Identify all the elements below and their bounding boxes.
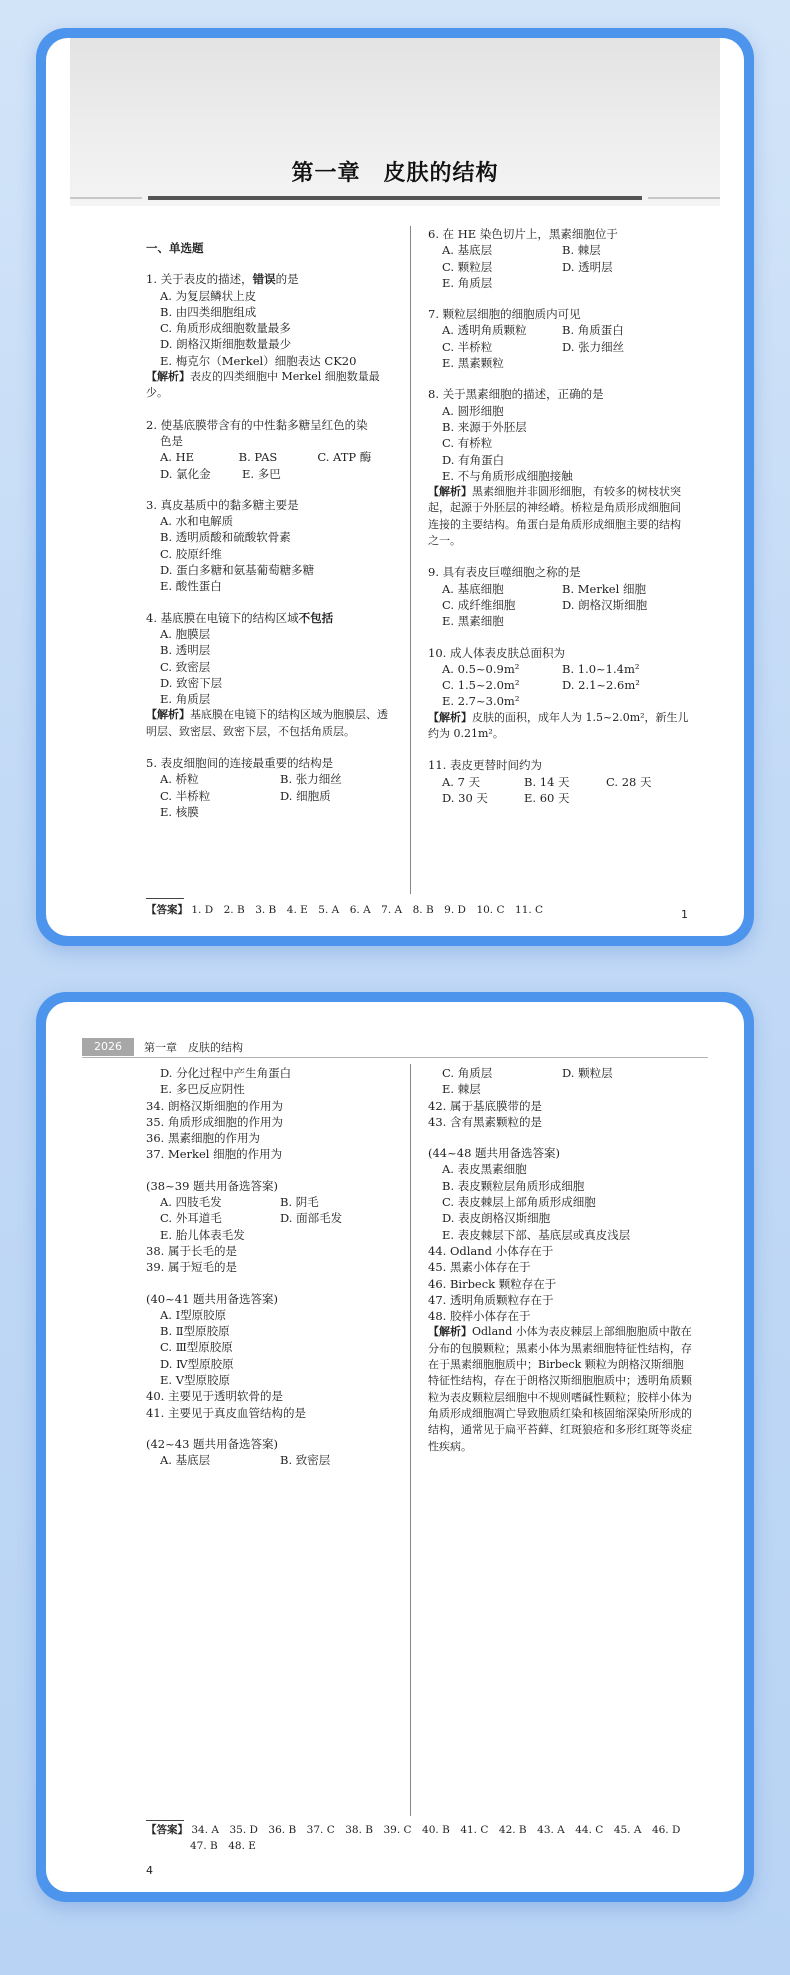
option: C. ATP 酶: [317, 450, 372, 465]
option: B. 角质蛋白: [562, 323, 624, 338]
question-stem: 43. 含有黑素颗粒的是: [428, 1114, 542, 1129]
option: D. 有角蛋白: [442, 452, 505, 467]
answers-rule: [146, 1820, 184, 1821]
q4-emphasis: 不包括: [298, 610, 334, 625]
option-row: [428, 242, 690, 258]
option: D. 朗格汉斯细胞数量最少: [160, 337, 292, 352]
option: E. 多巴: [242, 466, 281, 481]
option: D. 细胞质: [280, 788, 331, 803]
option: D. 30 天: [442, 790, 488, 805]
option: D. 致密下层: [160, 675, 223, 690]
year-badge: 2026: [82, 1038, 134, 1056]
answers-tag: 【答案】: [146, 1824, 188, 1836]
option-row: [146, 1194, 398, 1210]
page-paper-2: [46, 1002, 744, 1892]
option: D. 表皮朗格汉斯细胞: [442, 1211, 551, 1226]
option: A. 桥粒: [160, 772, 199, 787]
option-row: [146, 449, 396, 465]
question-stem: 41. 主要见于真皮血管结构的是: [146, 1405, 306, 1420]
option: D. 透明层: [562, 259, 613, 274]
title-rule: [148, 196, 642, 200]
option-row: [428, 774, 690, 790]
answers-rule: [146, 898, 184, 899]
option: D. 朗格汉斯细胞: [562, 597, 648, 612]
option: A. 基底细胞: [442, 581, 504, 596]
question-stem: 7. 颗粒层细胞的细胞质内可见: [428, 307, 581, 322]
question-stem: [146, 271, 396, 287]
question-stem: 47. 透明角质颗粒存在于: [428, 1292, 554, 1307]
option: A. 基底层: [160, 1453, 211, 1468]
option: A. 为复层鳞状上皮: [160, 288, 257, 303]
option: B. 棘层: [562, 243, 601, 258]
option: D. 氯化金: [160, 466, 211, 481]
question-stem: 38. 属于长毛的是: [146, 1243, 237, 1258]
header-rule: [82, 1057, 708, 1058]
question-stem: 48. 胶样小体存在于: [428, 1309, 531, 1324]
option: B. 来源于外胚层: [442, 419, 527, 434]
answer-key: [146, 1822, 706, 1854]
option: A. 0.5~0.9m²: [442, 661, 520, 676]
option: A. 圆形细胞: [442, 403, 504, 418]
option-row: [428, 677, 690, 693]
group-heading: (40~41 题共用备选答案): [146, 1291, 279, 1306]
explanation-text: 黑素细胞并非圆形细胞，有较多的树枝状突起，起源于外胚层的神经嵴。桥粒是角质形成细胞间连接的主要结构。角蛋白是角质形成细胞主要的结构之一。: [428, 485, 681, 548]
option: E. 表皮棘层下部、基底层或真皮浅层: [442, 1227, 631, 1242]
question-stem: 37. Merkel 细胞的作用为: [146, 1147, 283, 1162]
option: C. 28 天: [606, 774, 652, 789]
option: A. 表皮黑素细胞: [442, 1162, 527, 1177]
page-card-1: [36, 28, 754, 946]
option-row: [428, 693, 690, 709]
explanation-tag: 【解析】: [146, 370, 190, 384]
option: E. Ⅴ型原胶原: [160, 1373, 231, 1388]
explanation-tag: 【解析】: [428, 485, 472, 499]
option: B. 致密层: [280, 1453, 331, 1468]
option: E. 胎儿体表毛发: [160, 1227, 245, 1242]
option: C. 胶原纤维: [160, 546, 222, 561]
question-stem: 10. 成人体表皮肤总面积为: [428, 645, 565, 660]
explanation: [428, 710, 690, 743]
option: C. 半桥粒: [160, 788, 211, 803]
option: E. 梅克尔（Merkel）细胞表达 CK20: [160, 353, 357, 368]
option: B. 14 天: [524, 774, 570, 789]
option-row: [428, 259, 690, 275]
question-stem: 46. Birbeck 颗粒存在于: [428, 1276, 557, 1291]
option-row: [428, 339, 690, 355]
question-stem: 44. Odland 小体存在于: [428, 1243, 554, 1258]
option: E. 60 天: [524, 790, 570, 805]
option-row: [146, 466, 396, 482]
question-stem: 39. 属于短毛的是: [146, 1260, 237, 1275]
question-stem: 9. 具有表皮巨噬细胞之称的是: [428, 565, 581, 580]
q1-stem: 1. 关于表皮的描述，: [146, 272, 253, 287]
option: C. 表皮棘层上部角质形成细胞: [442, 1195, 596, 1210]
column-divider: [410, 226, 411, 894]
option-row: [428, 661, 690, 677]
option: B. Ⅱ型原胶原: [160, 1324, 230, 1339]
option: E. 黑素颗粒: [442, 356, 504, 371]
question-stem: 3. 真皮基质中的黏多糖主要是: [146, 497, 299, 512]
page1-left-column: [146, 240, 396, 820]
option: A. 基底层: [442, 243, 493, 258]
option-row: [146, 788, 396, 804]
option-row: [428, 1065, 692, 1081]
option: B. 张力细丝: [280, 772, 342, 787]
option: D. Ⅳ型原胶原: [160, 1356, 234, 1371]
group-heading: (42~43 题共用备选答案): [146, 1436, 279, 1451]
option: C. 外耳道毛: [160, 1211, 222, 1226]
option-row: [428, 322, 690, 338]
question-stem: 8. 关于黑素细胞的描述，正确的是: [428, 387, 604, 402]
option-row: [146, 1452, 398, 1468]
option: B. 阴毛: [280, 1195, 319, 1210]
question-stem: [146, 610, 396, 626]
option: A. 水和电解质: [160, 514, 234, 529]
page-number: 1: [681, 908, 688, 921]
option: C. 半桥粒: [442, 339, 493, 354]
page-number: 4: [146, 1864, 153, 1877]
option: E. 酸性蛋白: [160, 579, 222, 594]
q4-stem: 4. 基底膜在电镜下的结构区域: [146, 610, 299, 625]
option-row: [428, 597, 690, 613]
question-stem: 42. 属于基底膜带的是: [428, 1098, 542, 1113]
option: D. 蛋白多糖和氨基葡萄糖多糖: [160, 563, 315, 578]
answers-text: 1. D 2. B 3. B 4. E 5. A 6. A 7. A 8. B 9. D 10. C 11. C: [191, 904, 544, 916]
answers-text: 34. A 35. D 36. B 37. C 38. B 39. C 40. B 41. C 42. B 43. A 44. C 45. A 46. D: [191, 1824, 681, 1836]
question-stem: 45. 黑素小体存在于: [428, 1260, 531, 1275]
option: B. 透明质酸和硫酸软骨素: [160, 530, 291, 545]
option: C. 角质形成细胞数量最多: [160, 321, 291, 336]
question-stem: 40. 主要见于透明软骨的是: [146, 1389, 283, 1404]
question-stem: 35. 角质形成细胞的作用为: [146, 1114, 283, 1129]
explanation-text: 皮肤的面积，成年人为 1.5~2.0m²，新生儿约为 0.21m²。: [428, 710, 689, 741]
answers-line-1: [146, 1822, 706, 1838]
explanation-text: 表皮的四类细胞中 Merkel 细胞数量最少。: [146, 370, 380, 400]
option-row: [428, 790, 690, 806]
running-header: [82, 1038, 243, 1056]
page-card-2: [36, 992, 754, 1902]
option-row: [146, 804, 396, 820]
explanation-tag: 【解析】: [428, 710, 472, 724]
option: C. Ⅲ型原胶原: [160, 1340, 233, 1355]
option: D. 面部毛发: [280, 1211, 343, 1226]
page-paper-1: [46, 38, 744, 936]
header-title: 第一章 皮肤的结构: [144, 1041, 243, 1054]
option: B. 表皮颗粒层角质形成细胞: [442, 1178, 585, 1193]
option: E. 核膜: [160, 804, 199, 819]
option: E. 不与角质形成细胞接触: [442, 468, 573, 483]
option: A. 胞膜层: [160, 626, 211, 641]
option: B. 透明层: [160, 643, 211, 658]
option: E. 黑素细胞: [442, 614, 504, 629]
option: C. 角质层: [442, 1066, 493, 1080]
question-stem: 11. 表皮更替时间约为: [428, 758, 542, 773]
option: E. 角质层: [442, 275, 493, 290]
option: A. 四肢毛发: [160, 1195, 222, 1210]
option: C. 成纤维细胞: [442, 597, 516, 612]
explanation: [146, 707, 396, 740]
question-stem: 5. 表皮细胞间的连接最重要的结构是: [146, 756, 334, 771]
explanation: [146, 369, 396, 402]
answer-key: [146, 902, 543, 918]
option: E. 棘层: [442, 1082, 481, 1097]
option-row: [428, 613, 690, 629]
explanation: [428, 1324, 692, 1454]
option: C. 致密层: [160, 659, 211, 674]
option: E. 角质层: [160, 692, 211, 707]
option: A. HE: [160, 450, 195, 465]
explanation-text: 基底膜在电镜下的结构区域为胞膜层、透明层、致密层、致密下层，不包括角质层。: [146, 708, 388, 738]
column-divider: [410, 1064, 411, 1816]
title-rule-left: [70, 197, 142, 199]
option: A. Ⅰ型原胶原: [160, 1307, 227, 1322]
section-heading: 一、单选题: [146, 241, 204, 255]
explanation-text: Odland 小体为表皮棘层上部细胞胞质中散在分布的包膜颗粒；黑素小体为黑素细胞特征性结构，存在于黑素细胞胞质中；Birbeck 颗粒为朗格汉斯细胞特征性结构，存在于朗格汉斯细胞胞质中；透明角质颗粒为表皮颗粒层细胞中不规则嗜碱性颗粒；胶样小体为角质形成细胞凋亡导致胞质红染和核固缩深染所形成的结构，通常见于扁平苔藓、红斑狼疮和多形红斑等炎症性疾病。: [428, 1325, 692, 1453]
page1-right-column: [428, 226, 690, 806]
option: B. 由四类细胞组成: [160, 304, 257, 319]
option: D. 颗粒层: [562, 1066, 613, 1080]
option: E. 2.7~3.0m²: [442, 694, 520, 709]
option-row: [146, 771, 396, 787]
option: A. 透明角质颗粒: [442, 323, 527, 338]
question-stem: 6. 在 HE 染色切片上，黑素细胞位于: [428, 227, 618, 241]
question-stem: 2. 使基底膜带含有的中性黏多糖呈红色的染: [146, 417, 368, 432]
option: C. 1.5~2.0m²: [442, 678, 520, 693]
option: C. 颗粒层: [442, 259, 493, 274]
option-row: [428, 581, 690, 597]
answers-line-2: 47. B 48. E: [190, 1840, 256, 1852]
group-heading: (38~39 题共用备选答案): [146, 1178, 279, 1193]
option-row: [146, 1210, 398, 1226]
option-row: [146, 1227, 398, 1243]
option-row: [428, 275, 690, 291]
page2-left-column: [146, 1065, 398, 1469]
answers-tag: 【答案】: [146, 904, 188, 916]
option: D. 张力细丝: [562, 339, 625, 354]
explanation: [428, 484, 690, 549]
option: A. 7 天: [442, 774, 481, 789]
option-row: [428, 355, 690, 371]
option: D. 分化过程中产生角蛋白: [160, 1066, 292, 1080]
option: E. 多巴反应阴性: [160, 1082, 245, 1097]
chapter-title: 第一章 皮肤的结构: [291, 161, 499, 186]
option: D. 2.1~2.6m²: [562, 678, 640, 693]
explanation-tag: 【解析】: [428, 1325, 472, 1339]
question-stem: 36. 黑素细胞的作用为: [146, 1131, 260, 1146]
option: B. Merkel 细胞: [562, 581, 646, 596]
question-stem: 34. 朗格汉斯细胞的作用为: [146, 1098, 283, 1113]
option: B. PAS: [238, 450, 278, 465]
question-stem-cont: 色是: [160, 433, 183, 448]
page2-right-column: [428, 1065, 692, 1455]
explanation-tag: 【解析】: [146, 708, 190, 722]
q1-emphasis: 错误: [252, 272, 276, 287]
q1-stem-end: 的是: [275, 272, 299, 287]
group-heading: (44~48 题共用备选答案): [428, 1146, 561, 1161]
title-rule-right: [648, 197, 720, 199]
option: C. 有桥粒: [442, 436, 493, 451]
option: B. 1.0~1.4m²: [562, 661, 640, 676]
